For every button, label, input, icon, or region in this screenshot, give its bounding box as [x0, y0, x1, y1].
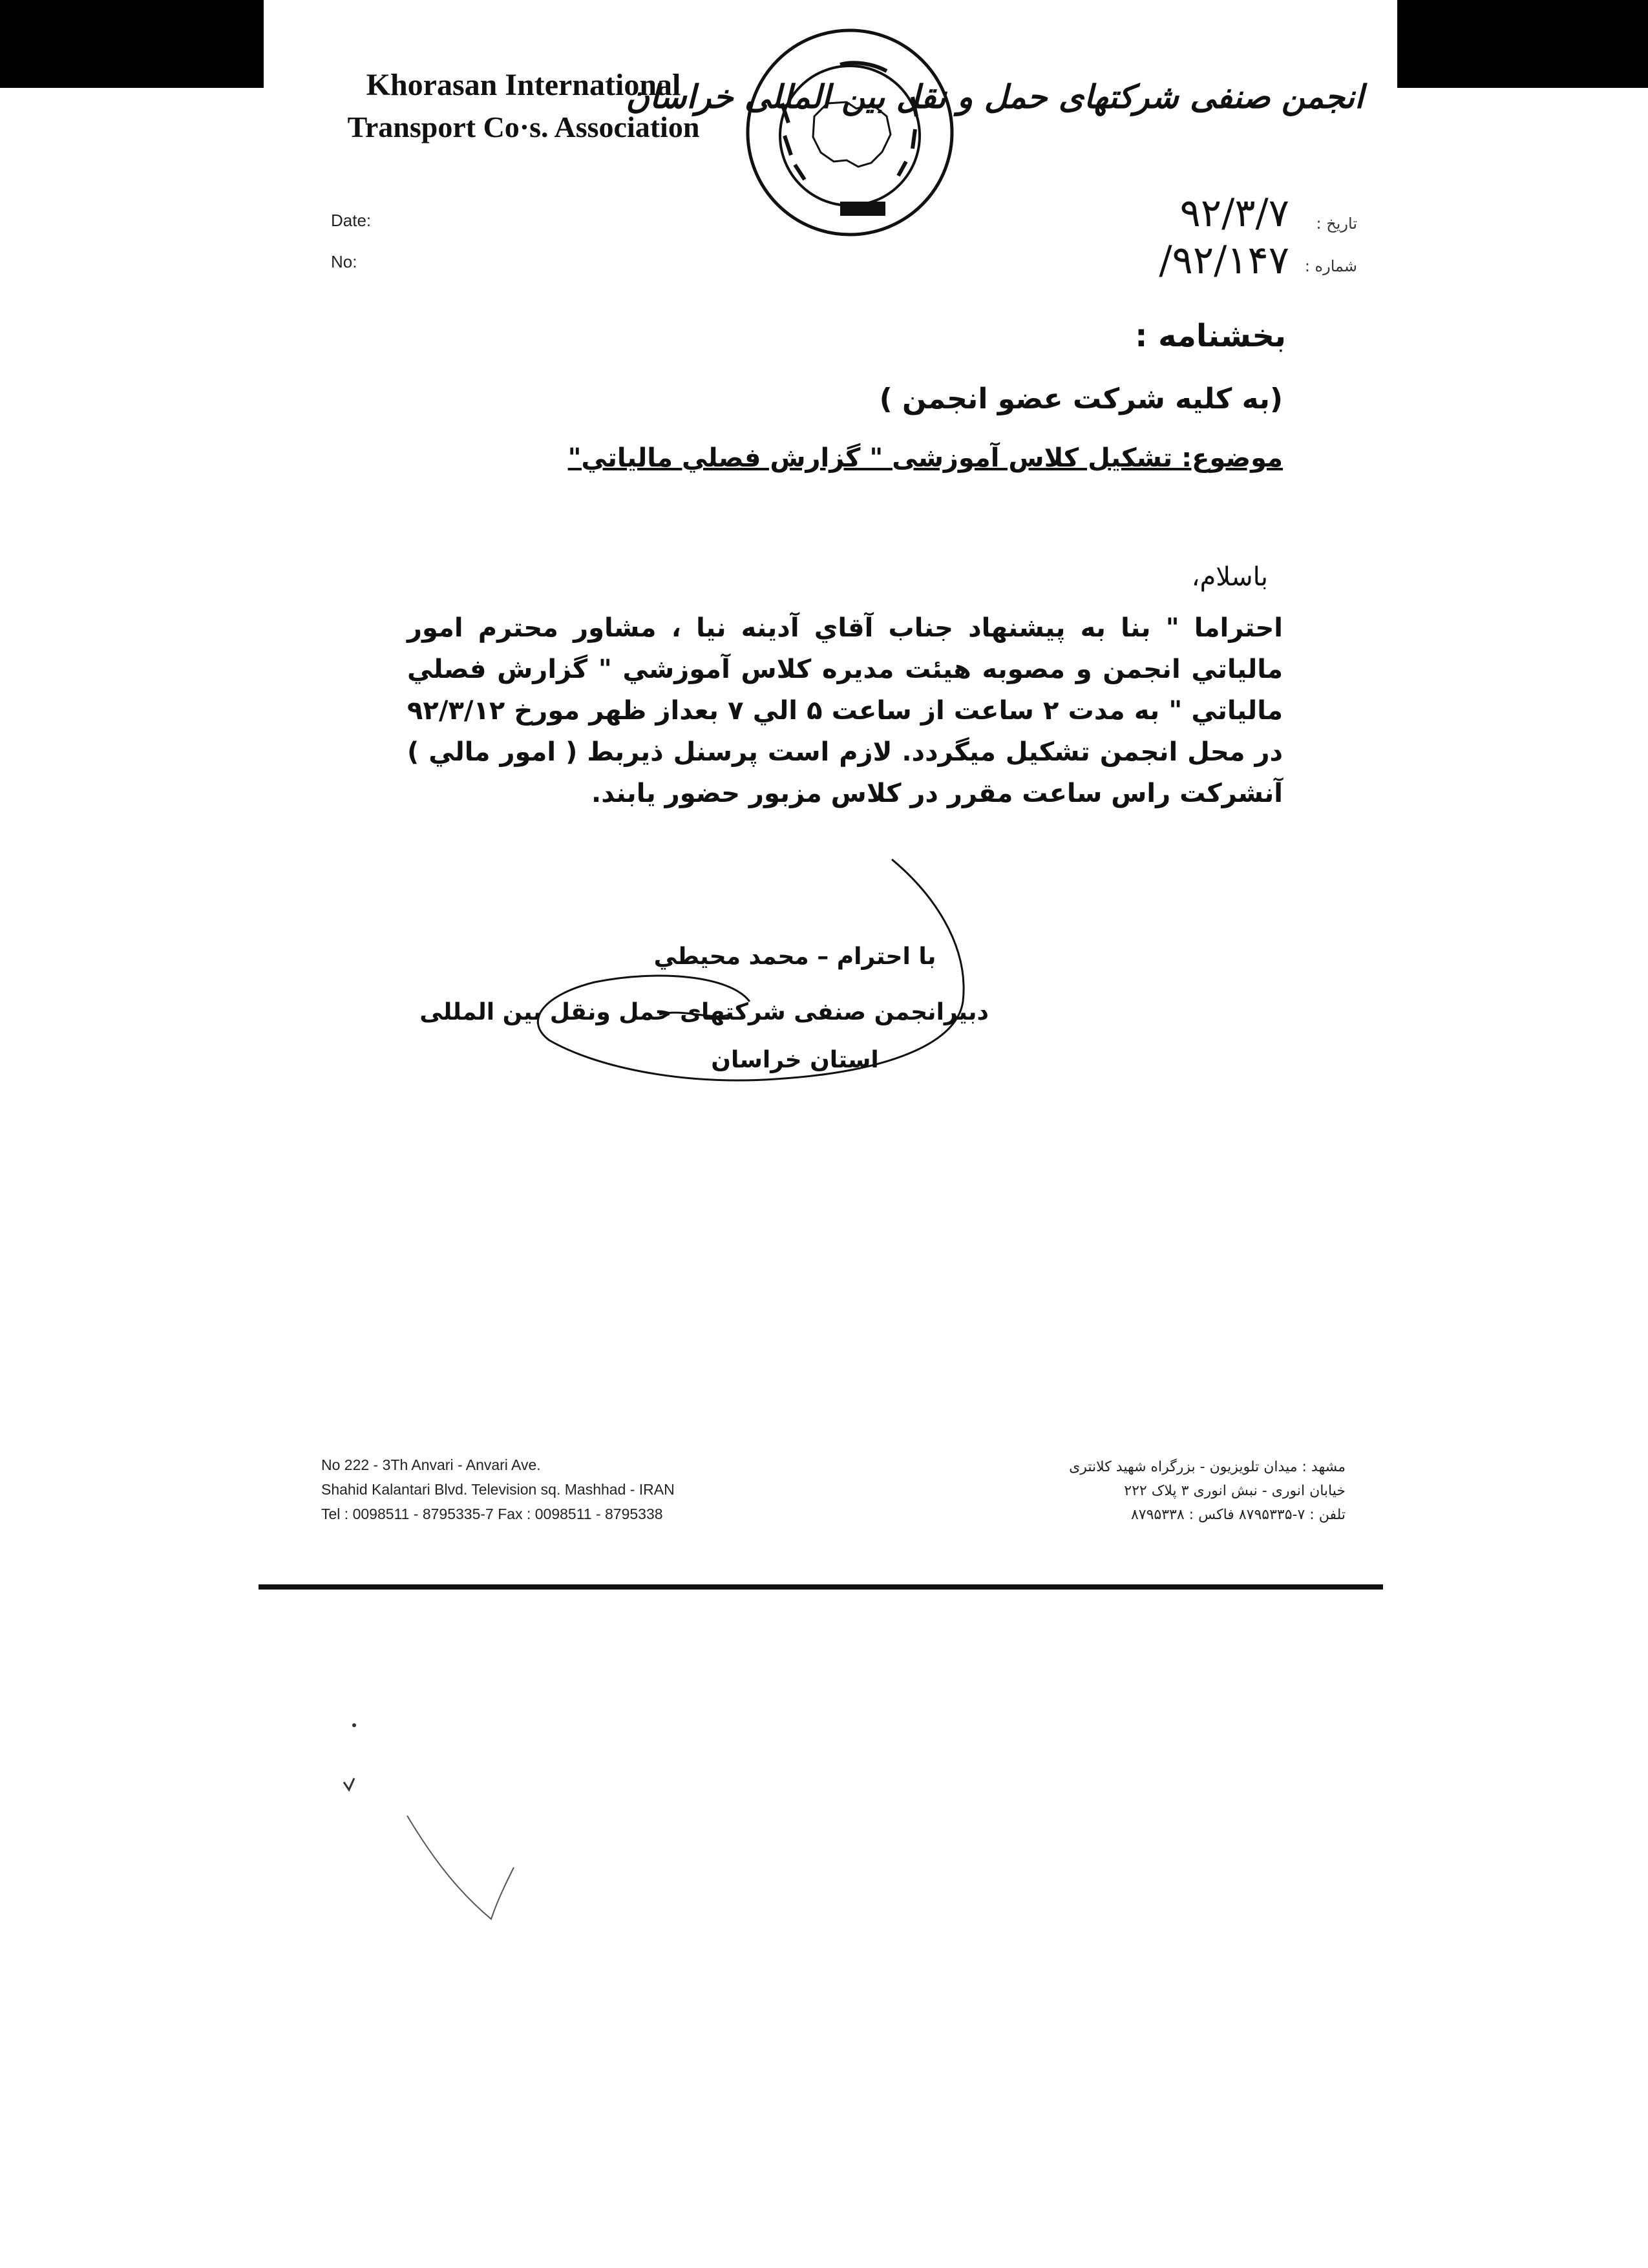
english-address-line-1: No 222 - 3Th Anvari - Anvari Ave. [321, 1456, 541, 1473]
persian-date-label: تاریخ : [1316, 215, 1357, 233]
persian-address-line-2: خیابان انوری - نبش انوری ۳ پلاک ۲۲۲ [1124, 1483, 1346, 1499]
persian-footer-address [1069, 1455, 1346, 1527]
english-footer-address [321, 1453, 675, 1526]
english-address-line-2: Shahid Kalantari Blvd. Television sq. Mashhad - IRAN [321, 1481, 675, 1498]
footer-divider-rule [259, 1584, 1383, 1590]
recipient-line: (به کلیه شرکت عضو انجمن ) [879, 383, 1283, 415]
greeting: باسلام، [1191, 562, 1268, 592]
persian-address-line-1: مشهد : میدان تلویزیون - بزرگراه شهید کلانتری [1069, 1459, 1346, 1475]
stray-pen-marks [323, 1706, 582, 1938]
english-name-line-2: Transport Co·s. Association [347, 110, 700, 143]
closing-signature-name: با احترام – محمد محيطي [653, 943, 936, 970]
handwritten-number: ۹۲/۱۴۷/ [1159, 238, 1289, 283]
association-seal-logo [743, 26, 956, 239]
english-name-line-1: Khorasan International [366, 68, 681, 102]
scan-border-right [1397, 0, 1648, 88]
number-label: No: [331, 252, 357, 271]
scan-border-left [0, 0, 264, 88]
handwritten-date: ۹۲/۳/۷ [1179, 191, 1289, 236]
persian-number-label: شماره : [1304, 257, 1357, 275]
signer-province: استان خراسان [711, 1047, 879, 1073]
persian-contact-line: تلفن : ۷-۸۷۹۵۳۳۵ فاکس : ۸۷۹۵۳۳۸ [1130, 1507, 1346, 1523]
signer-title: دبیرانجمن صنفی شرکتهای حمل ونقل بین المللی [419, 999, 989, 1025]
circular-heading: بخشنامه : [1135, 318, 1286, 354]
date-label: Date: [331, 211, 372, 230]
subject-line: موضوع: تشکیل کلاس آموزشی " گزارش فصلي مالياتي" [567, 443, 1283, 473]
letter-body: احتراما " بنا به پيشنهاد جناب آقاي آدينه نيا ، مشاور محترم امور مالياتي انجمن و مصوبه هيئت مديره كلاس آموزشي " گزارش فصلي مالياتي " به مدت ۲ ساعت از ساعت ۵ الي ۷ بعداز ظهر مورخ ۹۲/۳/۱۲ در محل انجمن تشكيل ميگردد. لازم است پرسنل ذيربط ( امور مالي ) آنشركت راس ساعت مقرر در كلاس مزبور حضور يابند. [407, 613, 1283, 808]
persian-association-name: انجمن صنفی شرکتهای حمل و نقل بین المللی خراسان [626, 78, 1364, 116]
english-contact-line: Tel : 0098511 - 8795335-7 Fax : 0098511 - 8795338 [321, 1506, 663, 1522]
